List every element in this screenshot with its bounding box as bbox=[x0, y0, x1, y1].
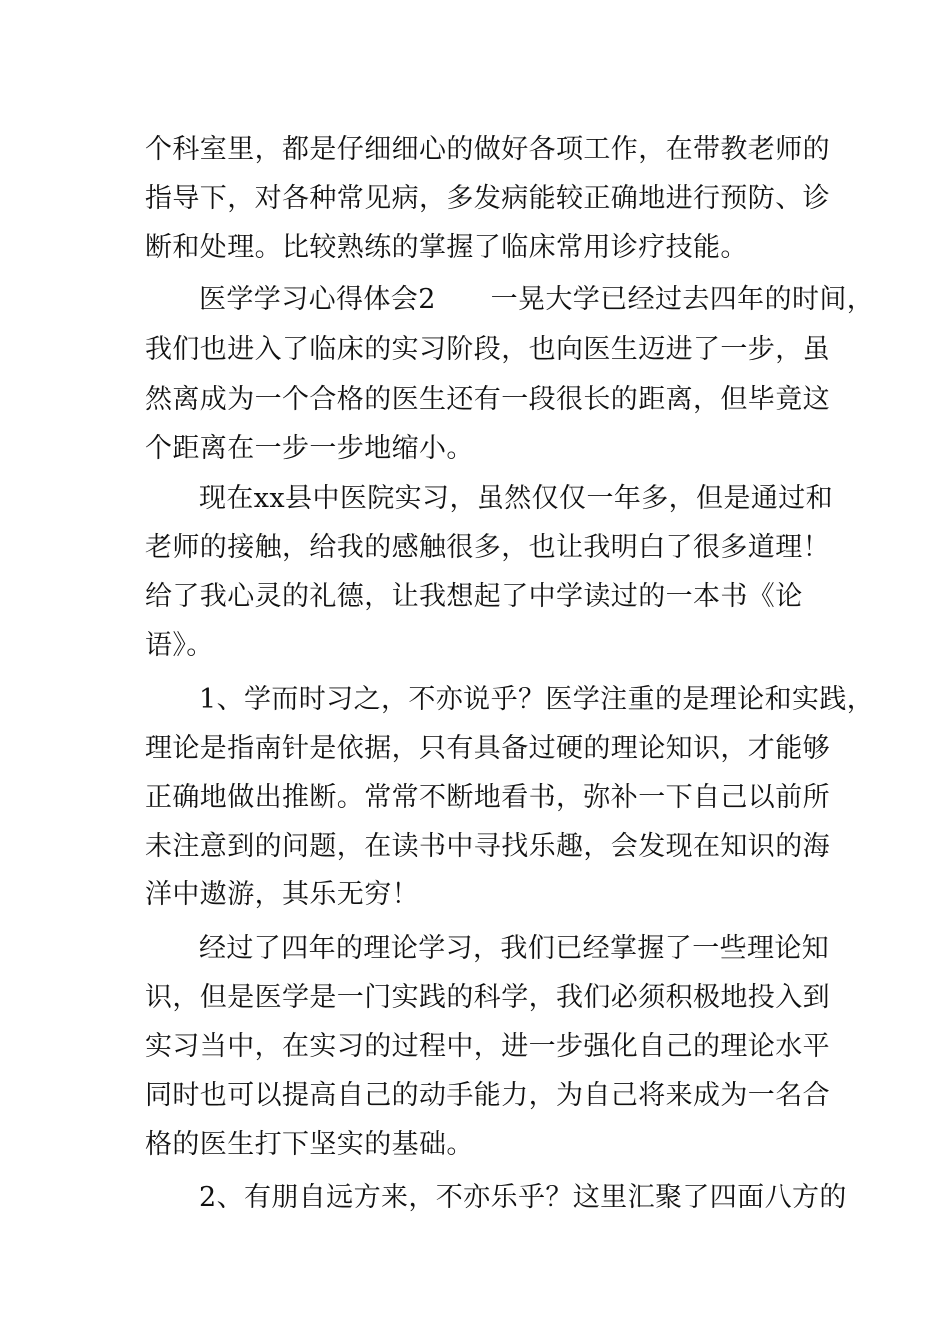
text-line-9: 老师的接触，给我的感触很多，也让我明白了很多道理！ bbox=[145, 532, 830, 563]
text-line-2: 指导下，对各种常见病，多发病能较正确地进行预防、诊 bbox=[145, 183, 830, 214]
text-line-11: 语》。 bbox=[145, 630, 214, 661]
text-line-7: 个距离在一步一步地缩小。 bbox=[145, 433, 474, 464]
text-line-1: 个科室里，都是仔细细心的做好各项工作，在带教老师的 bbox=[145, 134, 830, 165]
text-line-14: 正确地做出推断。常常不断地看书，弥补一下自己以前所 bbox=[145, 782, 830, 813]
text-line-3: 断和处理。比较熟练的掌握了临床常用诊疗技能。 bbox=[145, 232, 748, 263]
paragraph-heading-line: 医学学习心得体会2 一晃大学已经过去四年的时间， bbox=[199, 284, 875, 315]
text-line-12: 1、学而时习之，不亦说乎？医学注重的是理论和实践， bbox=[199, 684, 875, 715]
text-line-19: 实习当中，在实习的过程中，进一步强化自己的理论水平 bbox=[145, 1031, 830, 1062]
text-line-20: 同时也可以提高自己的动手能力，为自己将来成为一名合 bbox=[145, 1080, 830, 1111]
text-line-6: 然离成为一个合格的医生还有一段很长的距离，但毕竟这 bbox=[145, 384, 830, 415]
text-line-16: 洋中遨游，其乐无穷！ bbox=[145, 879, 419, 910]
text-line-17: 经过了四年的理论学习，我们已经掌握了一些理论知 bbox=[199, 933, 830, 964]
text-line-13: 理论是指南针是依据，只有具备过硬的理论知识，才能够 bbox=[145, 733, 830, 764]
text-line-22: 2、有朋自远方来，不亦乐乎？这里汇聚了四面八方的 bbox=[199, 1182, 847, 1213]
text-line-10: 给了我心灵的礼德，让我想起了中学读过的一本书《论 bbox=[145, 581, 803, 612]
text-line-21: 格的医生打下坚实的基础。 bbox=[145, 1129, 474, 1160]
text-line-8: 现在xx县中医院实习，虽然仅仅一年多，但是通过和 bbox=[199, 483, 834, 514]
text-line-5: 我们也进入了临床的实习阶段，也向医生迈进了一步，虽 bbox=[145, 334, 830, 365]
text-line-15: 未注意到的问题，在读书中寻找乐趣，会发现在知识的海 bbox=[145, 831, 830, 862]
text-line-18: 识，但是医学是一门实践的科学，我们必须积极地投入到 bbox=[145, 982, 830, 1013]
